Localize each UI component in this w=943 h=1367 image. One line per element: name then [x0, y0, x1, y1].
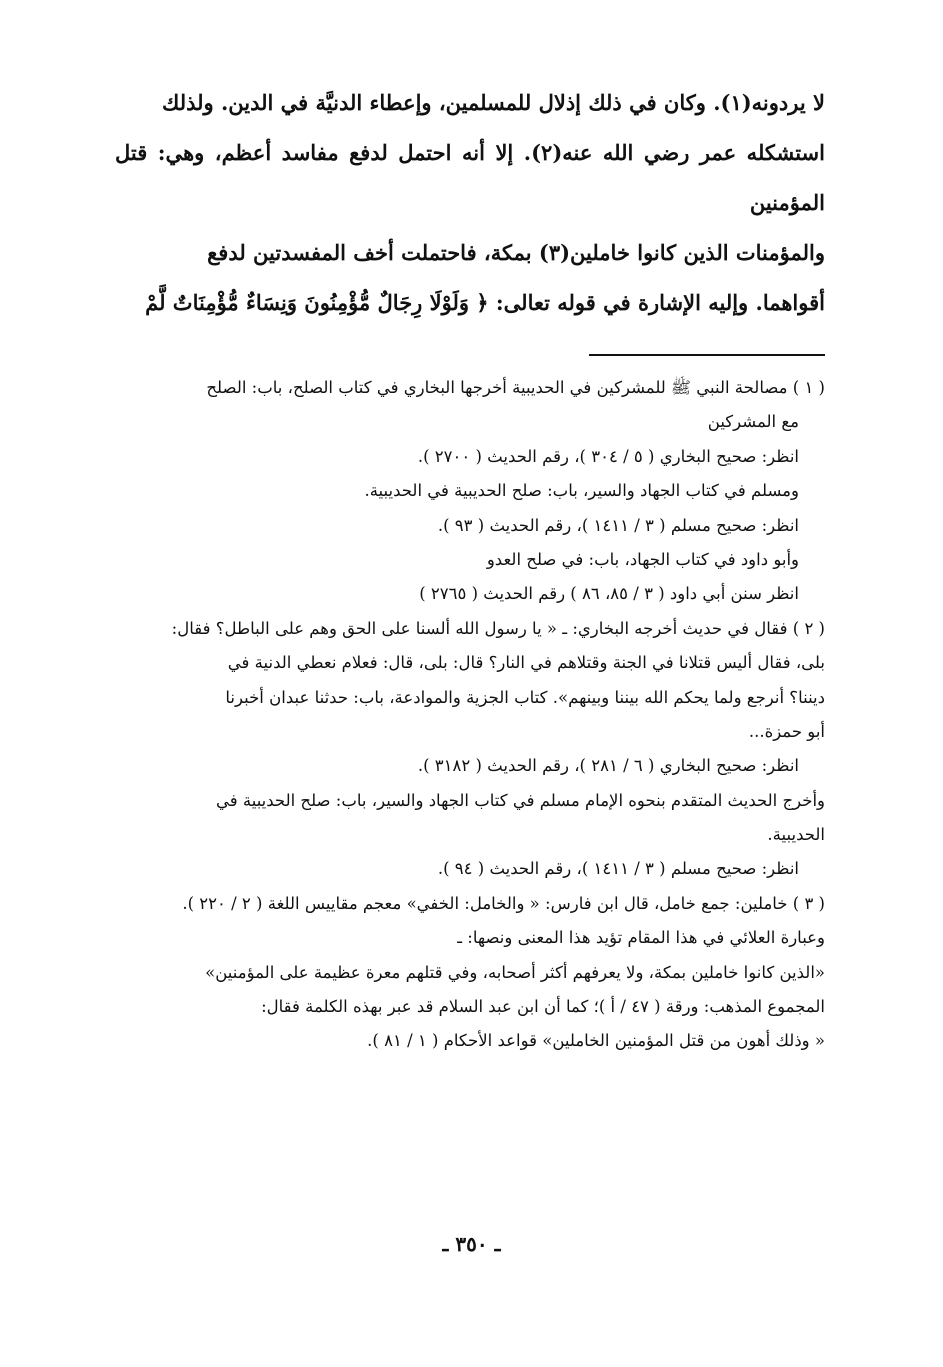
main-body-text [115, 78, 825, 328]
page-number: ـ ٣٥٠ ـ [442, 1232, 501, 1256]
footnote-1-line: انظر: صحيح مسلم ( ٣ / ١٤١١ )، رقم الحديث ( ٩٣ ). [437, 515, 799, 535]
body-line: استشكله عمر رضي الله عنه(٢). إلا أنه احتمل لدفع مفاسد أعظم، وهي: قتل المؤمنين [115, 140, 825, 215]
body-line: والمؤمنات الذين كانوا خاملين(٣) بمكة، فاحتملت أخف المفسدتين لدفع [207, 240, 825, 265]
footnote-3-line: ( ٣ ) خاملين: جمع خامل، قال ابن فارس: « والخامل: الخفي» معجم مقاييس اللغة ( ٢ / ٢٢٠ ). [182, 893, 825, 913]
footnote-1-line: ( ١ ) مصالحة النبي ﷺ للمشركين في الحديبية أخرجها البخاري في كتاب الصلح، باب: الصلح [206, 378, 825, 397]
footnote-separator [589, 354, 825, 356]
footnote-1-line: انظر: صحيح البخاري ( ٥ / ٣٠٤ )، رقم الحديث ( ٢٧٠٠ ). [417, 446, 799, 466]
footnote-2-line: انظر: صحيح مسلم ( ٣ / ١٤١١ )، رقم الحديث ( ٩٤ ). [437, 859, 799, 879]
footnote-2-line: انظر: صحيح البخاري ( ٦ / ٢٨١ )، رقم الحديث ( ٣١٨٢ ). [417, 756, 799, 776]
body-line: لا يردونه(١). وكان في ذلك إذلال للمسلمين، وإعطاء الدنيَّة في الدين. ولذلك [162, 90, 825, 115]
footnote-3-line: المجموع المذهب: ورقة ( ٤٧ / أ )؛ كما أن ابن عبد السلام قد عبر بهذه الكلمة فقال: [261, 997, 825, 1017]
body-line: أقواهما. وإليه الإشارة في قوله تعالى: ﴿ وَلَوْلَا رِجَالٌ مُّؤْمِنُونَ وَنِسَاءٌ مُّؤْمِنَاتٌ لَّمْ [145, 290, 825, 315]
footnote-1-line: ومسلم في كتاب الجهاد والسير، باب: صلح الحديبية في الحديبية. [364, 481, 799, 501]
footnote-1-line: وأبو داود في كتاب الجهاد، باب: في صلح العدو [486, 549, 799, 569]
footnote-3-line: «الذين كانوا خاملين بمكة، ولا يعرفهم أكثر أصحابه، وفي قتلهم معرة عظيمة على المؤمنين» [205, 962, 825, 982]
footnote-2-line: بلى، فقال أليس قتلانا في الجنة وقتلاهم في النار؟ قال: بلى، قال: فعلام نعطي الدنية في [227, 653, 825, 673]
footnote-2-line: وأخرج الحديث المتقدم بنحوه الإمام مسلم في كتاب الجهاد والسير، باب: صلح الحديبية في [215, 790, 825, 810]
footnote-2-line: ( ٢ ) فقال في حديث أخرجه البخاري: ـ « يا رسول الله ألسنا على الحق وهم على الباطل؟ فقال: [171, 618, 825, 638]
footnote-3-line: وعبارة العلائي في هذا المقام تؤيد هذا المعنى ونصها: ـ [457, 928, 825, 948]
footnote-2-line: أبو حمزة... [748, 721, 825, 741]
footnote-1-line: انظر سنن أبي داود ( ٣ / ٨٥، ٨٦ ) رقم الحديث ( ٢٧٦٥ ) [419, 584, 799, 604]
footnotes-block [113, 371, 825, 1059]
footnote-2-line: ديننا؟ أنرجع ولما يحكم الله بيننا وبينهم». كتاب الجزية والموادعة، باب: حدثنا عبدان أخبرنا [225, 687, 825, 707]
footnote-1-line: مع المشركين [707, 412, 799, 432]
footnote-2-line: الحديبية. [767, 825, 825, 845]
footnote-3-line: « وذلك أهون من قتل المؤمنين الخاملين» قواعد الأحكام ( ١ / ٨١ ). [367, 1031, 825, 1051]
